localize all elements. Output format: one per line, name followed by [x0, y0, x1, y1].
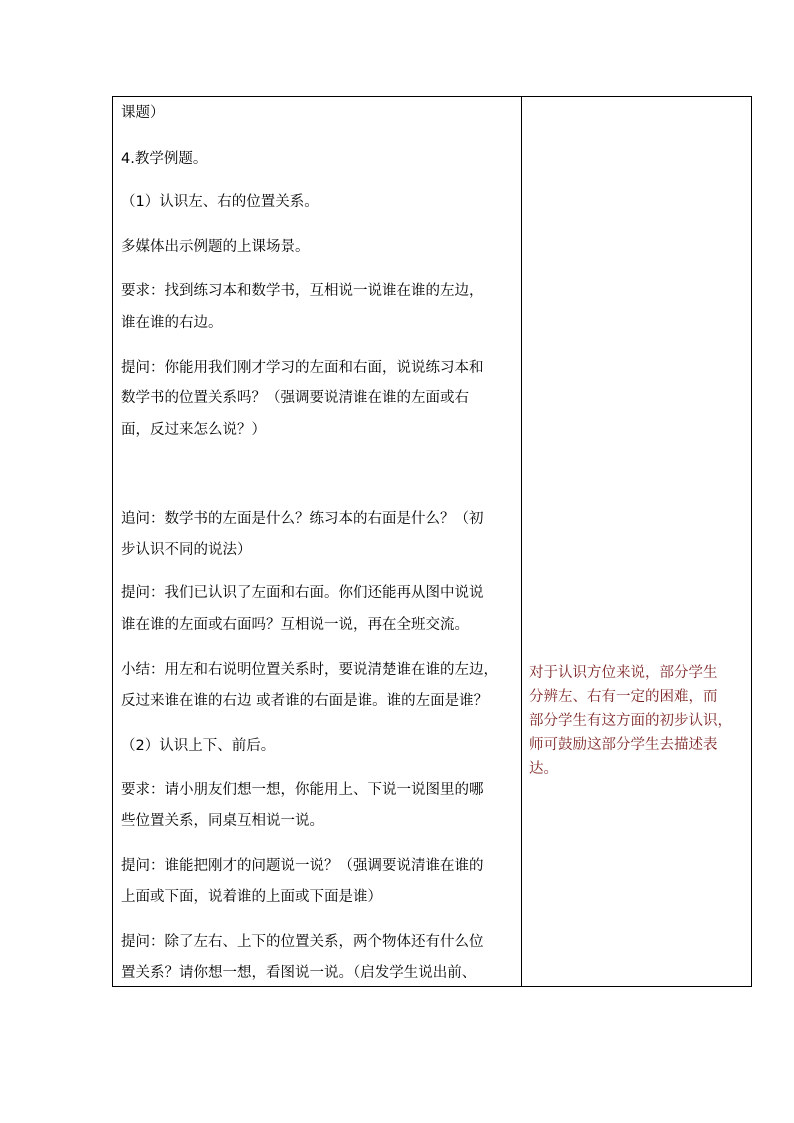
text-line: 些位置关系，同桌互相说一说。	[121, 813, 324, 829]
note-line: 对于认识方位来说，部分学生	[529, 665, 718, 681]
text-line: 数学书的位置关系吗？（强调要说清谁在谁的左面或右	[121, 390, 469, 406]
teaching-process-cell	[113, 97, 522, 986]
design-intent-cell	[522, 97, 751, 986]
text-line: 步认识不同的说法）	[121, 542, 252, 558]
note-line: 分辨左、右有一定的困难，而	[529, 689, 718, 705]
text-line: 谁在谁的右边。	[121, 315, 223, 331]
note-line: 部分学生有这方面的初步认识，	[529, 713, 732, 729]
text-line: 小结：用左和右说明位置关系时，要说清楚谁在谁的左边，	[121, 662, 498, 678]
text-line: 提问：我们已认识了左面和右面。你们还能再从图中说说	[121, 585, 484, 601]
text-line: 提问：除了左右、上下的位置关系，两个物体还有什么位	[121, 934, 484, 950]
text-line: （1）认识左、右的位置关系。	[121, 194, 319, 210]
text-line: 置关系？请你想一想，看图说一说。（启发学生说出前、	[121, 965, 477, 981]
text-line: 提问：谁能把刚才的问题说一说？（强调要说清谁在谁的	[121, 858, 484, 874]
text-line: 多媒体出示例题的上课场景。	[121, 239, 310, 255]
lesson-plan-table	[112, 96, 752, 987]
note-line: 师可鼓励这部分学生去描述表	[529, 737, 718, 753]
text-line: 提问：你能用我们刚才学习的左面和右面，说说练习本和	[121, 360, 484, 376]
text-line: 上面或下面，说着谁的上面或下面是谁）	[121, 889, 382, 905]
text-line: 课题）	[121, 105, 165, 121]
text-line: 追问：数学书的左面是什么？练习本的右面是什么？（初	[121, 511, 484, 527]
text-line: 面，反过来怎么说？）	[121, 422, 266, 438]
text-line: 谁在谁的左面或右面吗？互相说一说，再在全班交流。	[121, 617, 469, 633]
text-line: 4.教学例题。	[121, 151, 208, 167]
text-line: 要求：请小朋友们想一想，你能用上、下说一说图里的哪	[121, 782, 484, 798]
text-line: 反过来谁在谁的右边 或者谁的右面是谁。谁的左面是谁？	[121, 693, 489, 709]
text-line: 要求：找到练习本和数学书，互相说一说谁在谁的左边，	[121, 283, 484, 299]
note-line: 达。	[529, 761, 558, 777]
text-line: （2）认识上下、前后。	[121, 738, 276, 754]
